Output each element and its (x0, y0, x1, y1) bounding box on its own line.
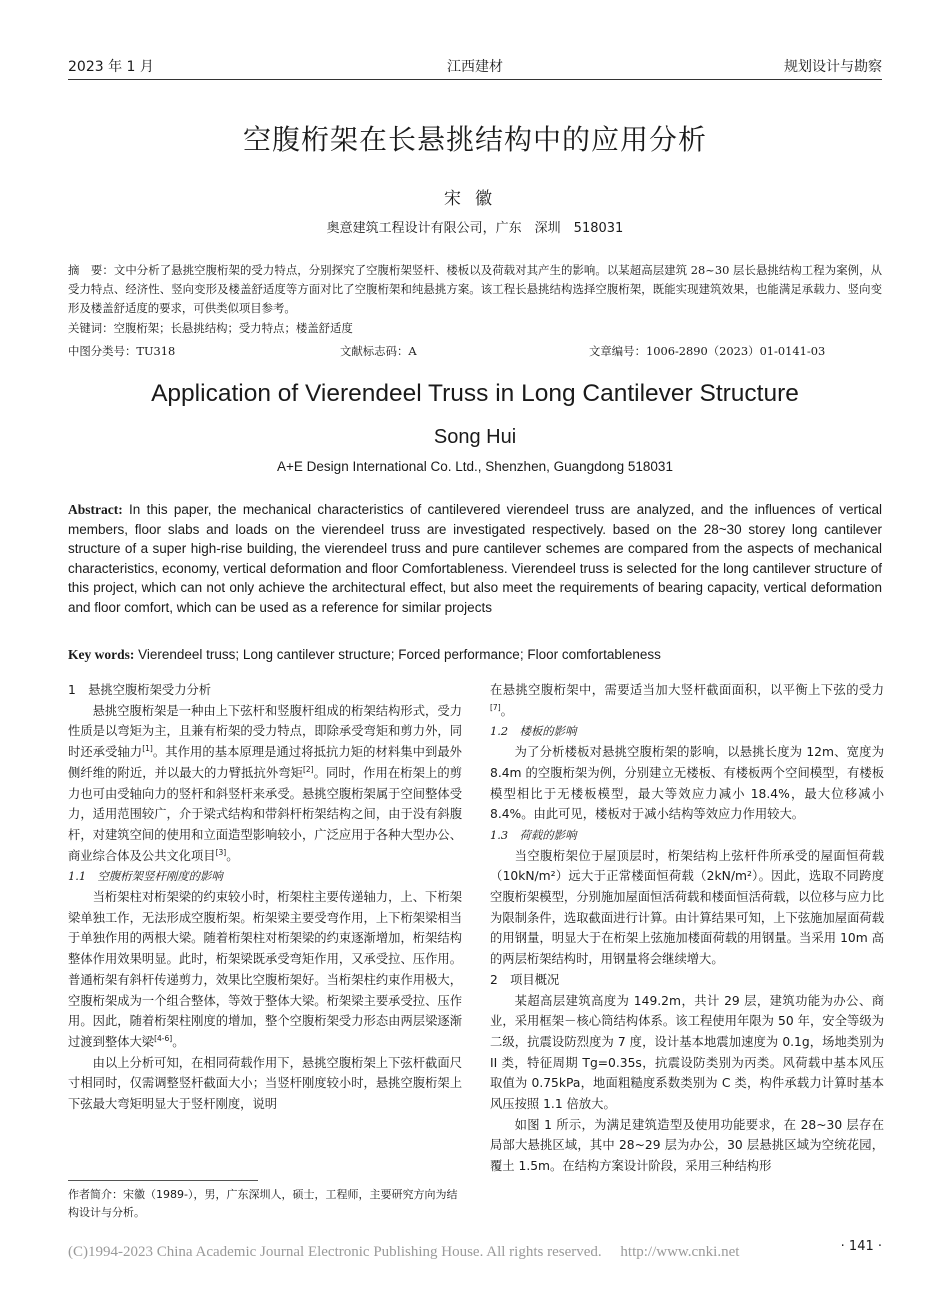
section-name: 规划设计与勘察 (784, 59, 882, 75)
citation-7: [7] (490, 702, 501, 712)
s11-text-a: 当桁架柱对桁架梁的约束较小时，桁架柱主要传递轴力，上、下桁架梁单独工作，无法形成空腹桁架。桁架梁主要受弯作用，上下桁架梁相当于单独作用的两根大梁。随着桁架柱对桁架梁的约束逐渐增加，桁架结构整体作用效果明显。此时，桁架梁既承受弯矩作用，又承受拉、压作用。普通桁架有斜杆传递剪力，效果比空腹桁架好。当桁架柱约束作用极大，空腹桁架成为一个组合整体，等效于整体大梁。桁架梁主要承受拉、压作用。因此，随着桁架柱刚度的增加，整个空腹桁架受力形态由两层梁逐渐过渡到整体大梁 (68, 890, 462, 1049)
section-1-2-heading: 1.2 楼板的影响 (490, 724, 577, 739)
article-label: 文章编号： (589, 344, 646, 358)
doc-value: A (408, 344, 417, 358)
abstract-cn-label: 摘 要： (68, 263, 114, 277)
running-header (68, 56, 882, 78)
abstract-en-label: Abstract: (68, 502, 123, 517)
section-1-3-paragraph: 当空腹桁架位于屋顶层时，桁架结构上弦杆件所承受的屋面恒荷载（10kN/m²）远大于正常楼面恒荷载（2kN/m²）。因此，选取不同跨度空腹桁架模型，分别施加屋面恒活荷载和楼面恒活荷载，以位移与应力比为限制条件，选取截面进行计算。由计算结果可知，上下弦施加屋面荷载的用钢量，明显大于在桁架上弦施加楼面荷载的用钢量。当采用 10m 高的两层桁架结构时，用钢量将会继续增大。 (490, 848, 884, 967)
author-footnote: 作者简介：宋徽（1989-），男，广东深圳人，硕士，工程师，主要研究方向为结构设计与分析。 (68, 1188, 458, 1219)
body-column-right (490, 680, 884, 1177)
section-1-2-paragraph: 为了分析楼板对悬挑空腹桁架的影响，以悬挑长度为 12m、宽度为 8.4m 的空腹桁架为例，分别建立无楼板、有楼板两个空间模型，有楼板模型相比于无楼板模型，最大等效应力减小 18.4%，最大位移减小 8.4%。由此可见，楼板对于减小结构等效应力作用较大。 (490, 745, 884, 822)
document-code (340, 343, 417, 359)
section-2-paragraph-1: 某超高层建筑高度为 149.2m，共计 29 层，建筑功能为办公、商业，采用框架－核心筒结构体系。该工程使用年限为 50 年，安全等级为二级，抗震设防烈度为 7 度，设计基本地震加速度为 0.1g，场地类别为 II 类，特征周期 Tg=0.35s，抗震设防类别为丙类。风荷载中基本风压取值为 0.75kPa，地面粗糙度系数类别为 C 类，构件承载力计算时基本风压按照 1.1 倍放大。 (490, 993, 884, 1112)
clc-number (68, 343, 175, 359)
abstract-en (68, 500, 882, 617)
journal-name: 江西建材 (447, 59, 503, 75)
header-divider (68, 79, 882, 80)
title-en: Application of Vierendeel Truss in Long Cantilever Structure (151, 380, 799, 407)
keywords-en-label: Key words: (68, 647, 135, 662)
section-1-1-paragraph-2-continued (490, 680, 884, 721)
citation-4-6: [4-6] (154, 1033, 173, 1043)
keywords-en (68, 647, 882, 663)
abstract-en-text: In this paper, the mechanical characteristics of cantilevered vierendeel truss are analyzed, and the influences of vertical members, floor slabs and loads on the vierendeel truss are investigated respectively. based on the 28~30 storey long cantilever structure of a super high-rise building, the vierendeel truss and pure cantilever schemes are compared from the aspects of mechanical characteristics, economy, vertical deformation and floor Comfortableness. Vierendeel truss is selected for the long cantilever structure of this project, which can not only achieve the architectural effect, but also meet the requirements of bearing capacity, vertical deformation and floor comfort, which can be used as a reference for similar projects (68, 502, 882, 615)
citation-1: [1] (142, 744, 153, 754)
article-number (589, 343, 825, 359)
keywords-cn-text: 空腹桁架；长悬挑结构；受力特点；楼盖舒适度 (113, 321, 353, 335)
s1-text-d: 。 (226, 848, 239, 863)
affiliation-cn: 奥意建筑工程设计有限公司，广东 深圳 518031 (326, 221, 624, 236)
copyright-watermark: (C)1994-2023 China Academic Journal Electronic Publishing House. All rights reserved. http://www.cnki.net (68, 1244, 740, 1260)
title-cn: 空腹桁架在长悬挑结构中的应用分析 (242, 123, 707, 156)
doc-label: 文献标志码： (340, 344, 409, 358)
keywords-cn-label: 关键词： (68, 321, 114, 335)
author-en: Song Hui (433, 426, 517, 448)
section-1-heading: 1 悬挑空腹桁架受力分析 (68, 683, 212, 697)
clc-label: 中图分类号： (68, 344, 137, 358)
s11-cont-a: 在悬挑空腹桁架中，需要适当加大竖杆截面面积，以平衡上下弦的受力 (490, 683, 884, 697)
s11-cont-b: 。 (500, 703, 513, 718)
issue-date: 2023 年 1 月 (68, 59, 154, 75)
section-2-heading: 2 项目概况 (490, 972, 560, 987)
abstract-cn-text: 文中分析了悬挑空腹桁架的受力特点，分别探究了空腹桁架竖杆、楼板以及荷载对其产生的影响。以某超高层建筑 28~30 层长悬挑结构工程为案例，从受力特点、经济性、竖向变形及楼盖舒适度等方面对比了空腹桁架和纯悬挑方案。该工程长悬挑结构选择空腹桁架，既能实现建筑效果，也能满足承载力、竖向变形及楼盖舒适度的要求，可供类似项目参考。 (68, 263, 882, 315)
s1-text-b: 。其作用的基本原理是通过将抵抗力矩的材料集中到最外侧纤维的附近，并以最大的力臂抵抗外弯矩 (68, 745, 462, 780)
keywords-cn (68, 320, 882, 336)
section-1-paragraph (68, 701, 462, 867)
section-1-1-heading: 1.1 空腹桁架竖杆刚度的影响 (68, 869, 223, 884)
s1-text-c: 。同时，作用在桁架上的剪力也可由受轴向力的竖杆和斜竖杆来承受。悬挑空腹桁架属于空间整体受力，适用范围较广，介于梁式结构和带斜杆桁架结构之间，由于没有斜腹杆，对建筑空间的使用和立面造型影响较小，广泛应用于各种大型办公、商业综合体及公共文化项目 (68, 765, 462, 863)
s11-text-b: 。 (172, 1034, 185, 1049)
clc-value: TU318 (136, 344, 176, 358)
author-cn: 宋徽 (444, 189, 506, 209)
page-number: · 141 · (840, 1239, 882, 1254)
body-column-left (68, 680, 462, 1115)
footnote-divider (68, 1180, 258, 1181)
s1-text-a: 悬挑空腹桁架是一种由上下弦杆和竖腹杆组成的桁架结构形式，受力性质是以弯矩为主，且兼有桁架的受力特点，即除承受弯矩和剪力外，同时还承受轴力 (68, 703, 462, 760)
abstract-cn (68, 261, 882, 318)
keywords-en-text: Vierendeel truss; Long cantilever structure; Forced performance; Floor comfortableness (134, 647, 661, 662)
section-1-1-paragraph-1 (68, 887, 462, 1053)
section-1-1-paragraph-2: 由以上分析可知，在相同荷载作用下，悬挑空腹桁架上下弦杆截面尺寸相同时，仅需调整竖杆截面大小；当竖杆刚度较小时，悬挑空腹桁架上下弦最大弯矩明显大于竖杆刚度，说明 (68, 1055, 462, 1112)
section-2-paragraph-2: 如图 1 所示，为满足建筑造型及使用功能要求，在 28~30 层存在局部大悬挑区域，其中 28~29 层为办公，30 层悬挑区域为空统花园，覆土 1.5m。在结构方案设计阶段，采用三种结构形 (490, 1117, 884, 1174)
article-value: 1006-2890（2023）01-0141-03 (645, 344, 826, 358)
citation-2: [2] (302, 764, 314, 774)
section-1-3-heading: 1.3 荷载的影响 (490, 827, 577, 842)
citation-3: [3] (215, 847, 227, 857)
affiliation-en: A+E Design International Co. Ltd., Shenzhen, Guangdong 518031 (277, 459, 673, 474)
